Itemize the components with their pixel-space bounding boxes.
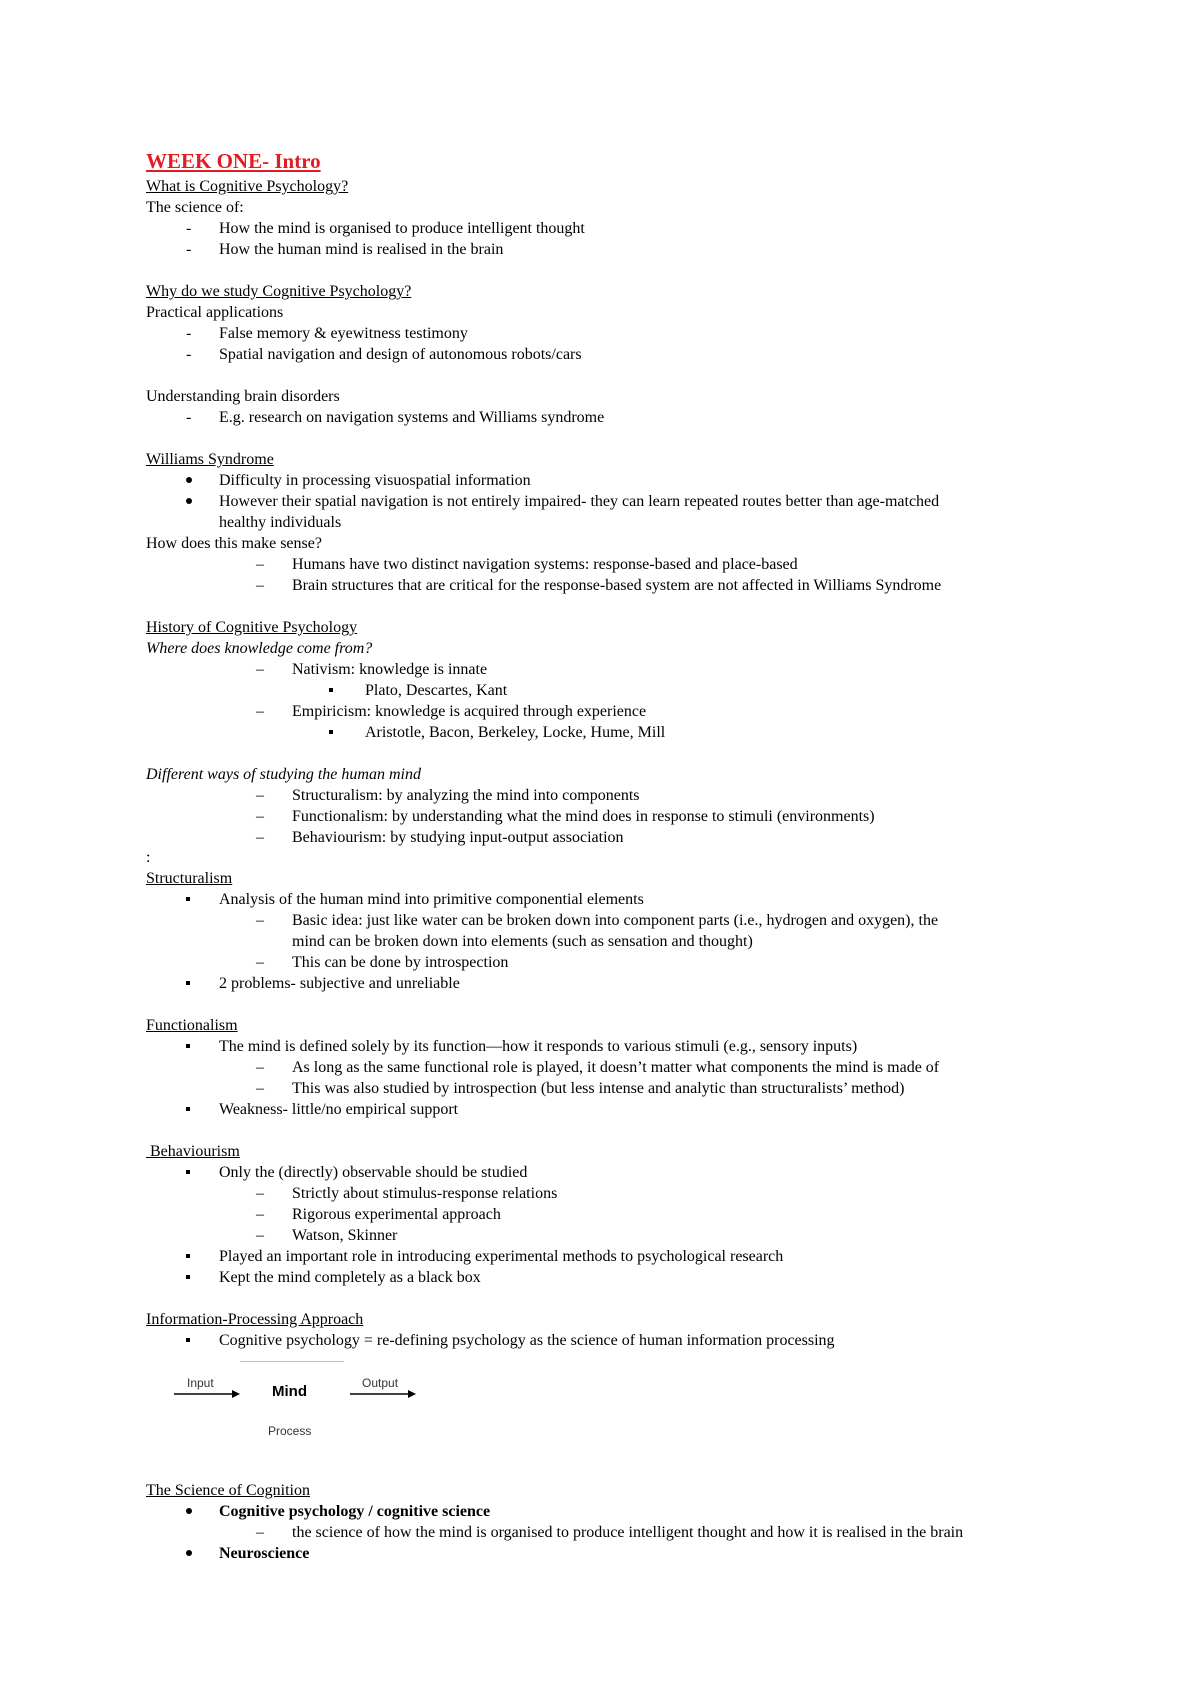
dash-marker: - (186, 325, 192, 342)
section-heading: Behaviourism (146, 1143, 240, 1160)
list-item: Spatial navigation and design of autonomous robots/cars (219, 346, 582, 363)
bullet-marker (186, 889, 210, 910)
process-line (240, 1361, 344, 1362)
dash-marker: – (256, 1059, 264, 1076)
dash-marker: - (186, 241, 192, 258)
list-item: Empiricism: knowledge is acquired through experience (292, 703, 647, 720)
section-heading: What is Cognitive Psychology? (146, 178, 349, 195)
list-item: This was also studied by introspection (but less intense and analytic than structuralists’ method) (292, 1080, 905, 1097)
bullet-marker (186, 1543, 210, 1564)
list-item: Nativism: knowledge is innate (292, 661, 488, 678)
section-heading: Functionalism (146, 1017, 238, 1034)
bullet-marker (186, 1246, 210, 1267)
list-item: Kept the mind completely as a black box (219, 1269, 481, 1286)
dash-marker: – (256, 912, 264, 929)
list-item: 2 problems- subjective and unreliable (219, 975, 460, 992)
list-item: Played an important role in introducing experimental methods to psychological research (219, 1248, 784, 1265)
dash-marker: – (256, 787, 264, 804)
list-item: Strictly about stimulus-response relations (292, 1185, 558, 1202)
dash-marker: – (256, 954, 264, 971)
section-heading: History of Cognitive Psychology (146, 619, 358, 636)
section-heading: Structuralism (146, 870, 233, 887)
process-label: Process (268, 1424, 312, 1438)
bullet-marker (329, 680, 353, 701)
sub-heading: Different ways of studying the human mind (146, 766, 421, 783)
list-item: Watson, Skinner (292, 1227, 398, 1244)
section-heading: Information-Processing Approach (146, 1311, 364, 1328)
dash-marker: – (256, 1524, 264, 1541)
dash-marker: - (186, 409, 192, 426)
question-text: How does this make sense? (146, 535, 322, 552)
list-item: Structuralism: by analyzing the mind into components (292, 787, 640, 804)
bullet-marker (186, 470, 210, 491)
list-item: the science of how the mind is organised to produce intelligent thought and how it is realised in the brain (292, 1524, 964, 1541)
list-item: This can be done by introspection (292, 954, 509, 971)
input-label: Input (187, 1376, 214, 1390)
mind-label: Mind (272, 1383, 307, 1400)
section-heading: Williams Syndrome (146, 451, 274, 468)
list-item: Functionalism: by understanding what the mind does in response to stimuli (environments) (292, 808, 875, 825)
output-arrow-icon (350, 1389, 416, 1399)
list-item: How the human mind is realised in the brain (219, 241, 504, 258)
bullet-marker (186, 1099, 210, 1120)
dash-marker: – (256, 1227, 264, 1244)
bullet-marker (186, 1036, 210, 1057)
bullet-marker (186, 491, 210, 512)
list-item: Aristotle, Bacon, Berkeley, Locke, Hume, Mill (365, 724, 666, 741)
list-item: Neuroscience (219, 1545, 310, 1562)
list-item: False memory & eyewitness testimony (219, 325, 468, 342)
bullet-marker (186, 973, 210, 994)
section-intro: The science of: (146, 199, 244, 216)
bullet-marker (329, 722, 353, 743)
input-arrow-icon (174, 1389, 240, 1399)
list-item: Plato, Descartes, Kant (365, 682, 508, 699)
output-label: Output (362, 1376, 399, 1390)
list-item: Weakness- little/no empirical support (219, 1101, 459, 1118)
dash-marker: – (256, 703, 264, 720)
list-item: The mind is defined solely by its function—how it responds to various stimuli (e.g., sensory inputs) (219, 1038, 858, 1055)
list-item: How the mind is organised to produce intelligent thought (219, 220, 585, 237)
section-heading: The Science of Cognition (146, 1482, 310, 1499)
dash-marker: – (256, 556, 264, 573)
dash-marker: - (186, 220, 192, 237)
list-item: Cognitive psychology = re-defining psychology as the science of human information processing (219, 1332, 835, 1349)
dash-marker: – (256, 577, 264, 594)
page-title: WEEK ONE- Intro (146, 149, 321, 173)
list-item-continuation: healthy individuals (219, 514, 342, 531)
sub-heading: Understanding brain disorders (146, 388, 340, 405)
dash-marker: – (256, 1185, 264, 1202)
section-heading: Why do we study Cognitive Psychology? (146, 283, 412, 300)
sub-heading: Where does knowledge come from? (146, 640, 373, 657)
dash-marker: – (256, 808, 264, 825)
list-item: Difficulty in processing visuospatial information (219, 472, 531, 489)
list-item: Only the (directly) observable should be studied (219, 1164, 528, 1181)
list-item: As long as the same functional role is played, it doesn’t matter what components the mind is made of (292, 1059, 940, 1076)
list-item-continuation: mind can be broken down into elements (such as sensation and thought) (292, 933, 753, 950)
list-item: Cognitive psychology / cognitive science (219, 1503, 491, 1520)
list-item: Brain structures that are critical for the response-based system are not affected in Williams Syndrome (292, 577, 942, 594)
list-item: Analysis of the human mind into primitive componential elements (219, 891, 644, 908)
dash-marker: – (256, 1080, 264, 1097)
list-item: Behaviourism: by studying input-output association (292, 829, 624, 846)
list-item: However their spatial navigation is not entirely impaired- they can learn repeated routes better than age-matched (219, 493, 940, 510)
dash-marker: – (256, 1206, 264, 1223)
sub-heading: Practical applications (146, 304, 284, 321)
dash-marker: - (186, 346, 192, 363)
list-item: Basic idea: just like water can be broken down into component parts (i.e., hydrogen and oxygen), the (292, 912, 939, 929)
dash-marker: – (256, 661, 264, 678)
stray-colon: : (146, 849, 151, 866)
bullet-marker (186, 1501, 210, 1522)
dash-marker: – (256, 829, 264, 846)
bullet-marker (186, 1330, 210, 1351)
list-item: Humans have two distinct navigation systems: response-based and place-based (292, 556, 798, 573)
bullet-marker (186, 1162, 210, 1183)
bullet-marker (186, 1267, 210, 1288)
list-item: E.g. research on navigation systems and Williams syndrome (219, 409, 605, 426)
list-item: Rigorous experimental approach (292, 1206, 501, 1223)
